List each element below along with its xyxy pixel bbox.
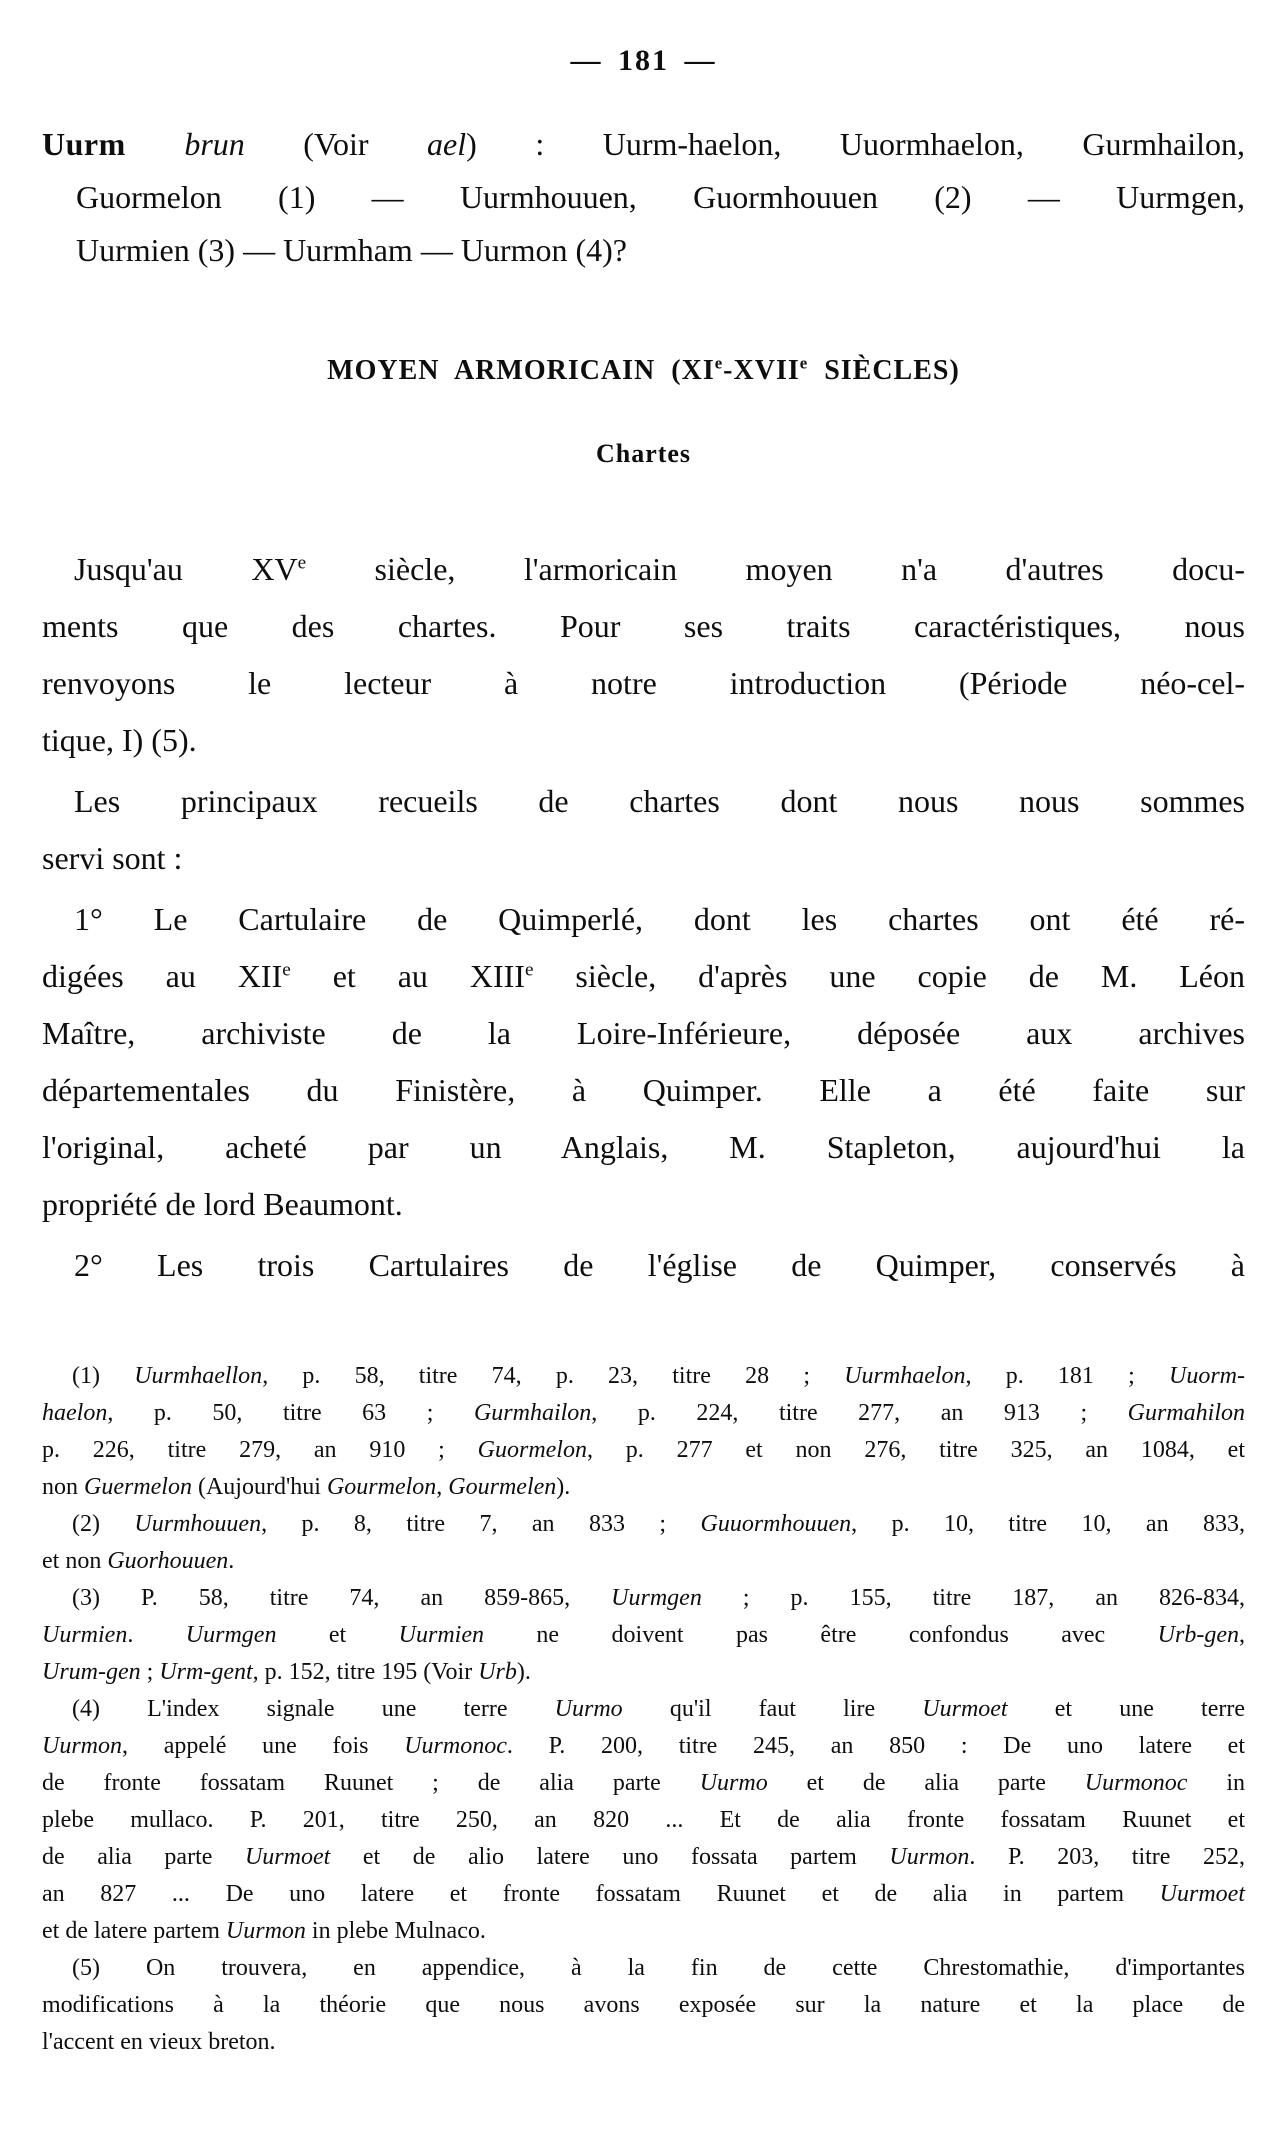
text-segment: Urm-gent — [159, 1659, 253, 1685]
text-segment: , p. 277 et non 276, titre 325, an 1084, et — [586, 1437, 1245, 1463]
paragraph-intro — [42, 541, 1245, 769]
text-segment: Guorhouuen — [107, 1548, 229, 1574]
text-segment: Guormelon — [477, 1437, 587, 1463]
text-segment: -XVII — [723, 355, 800, 386]
text-segment: Guormelon (1) — Uurmhouuen, Guormhouuen (2) — Uurmgen, — [76, 179, 1245, 215]
text-segment: servi sont : — [42, 840, 183, 876]
text-segment: ). — [516, 1659, 531, 1685]
text-segment: (5) On trouvera, en appendice, à la fin de cette Chrestomathie, d'importantes — [72, 1955, 1245, 1981]
text-segment: tique, I) (5). — [42, 722, 197, 758]
text-segment: (1) — [72, 1363, 135, 1389]
text-segment: 1° Le Cartulaire de Quimperlé, dont les chartes ont été ré- — [74, 901, 1245, 937]
text-line — [42, 1617, 1245, 1654]
text-segment: Uurmien — [42, 1622, 128, 1648]
text-segment: , p. 58, titre 74, p. 23, titre 28 ; — [262, 1363, 845, 1389]
text-segment: (Voir — [244, 126, 428, 162]
text-segment: . — [127, 1622, 186, 1648]
text-segment: . — [228, 1548, 235, 1574]
paragraph-recueils — [42, 773, 1245, 887]
text-segment: et — [276, 1622, 399, 1648]
text-line — [42, 1765, 1245, 1802]
text-segment: Uurmonoc — [1084, 1770, 1188, 1796]
text-line — [42, 1543, 1245, 1580]
text-segment: . P. 203, titre 252, — [969, 1844, 1245, 1870]
text-segment: Uurmhaellon — [134, 1363, 263, 1389]
text-line — [42, 712, 1245, 769]
text-line — [42, 1876, 1245, 1913]
text-segment: 2° Les trois Cartulaires de l'église de Quimper, conservés à — [74, 1247, 1245, 1283]
text-segment: siècle, l'armoricain moyen n'a d'autres docu- — [306, 551, 1246, 587]
text-segment: in plebe Mulnaco. — [305, 1918, 486, 1944]
footnote-2 — [42, 1506, 1245, 1580]
text-segment: Uurmoet — [922, 1696, 1008, 1722]
text-segment: ; p. 155, titre 187, an 826-834, — [701, 1585, 1245, 1611]
text-segment: e — [524, 959, 534, 981]
text-segment: , appelé une fois — [122, 1733, 405, 1759]
text-segment: plebe mullaco. P. 201, titre 250, an 820 ... Et de alia fronte fossatam Ruunet et — [42, 1807, 1245, 1833]
text-segment: , p. 152, titre 195 (Voir — [252, 1659, 479, 1685]
text-line — [42, 1469, 1245, 1506]
text-line — [42, 948, 1245, 1005]
text-line — [42, 224, 1245, 277]
text-line — [42, 1358, 1245, 1395]
text-segment: Uurmonoc — [404, 1733, 507, 1759]
text-segment: Uurmhaelon — [844, 1363, 966, 1389]
text-segment: ne doivent pas être confondus avec — [483, 1622, 1158, 1648]
text-segment: Guuormhouuen — [700, 1511, 852, 1537]
text-segment: Uurmoet — [244, 1844, 331, 1870]
body-text — [42, 541, 1245, 1294]
text-segment: Jusqu'au XV — [74, 551, 298, 587]
text-line — [42, 1506, 1245, 1543]
paragraph-cartulaire-quimperle — [42, 891, 1245, 1233]
section-subtitle: Chartes — [595, 439, 692, 468]
text-segment: , p. 10, titre 10, an 833, — [851, 1511, 1246, 1537]
text-segment: an 827 ... De uno latere et fronte fossatam Ruunet et de alia in partem — [42, 1881, 1160, 1907]
text-line — [42, 773, 1245, 830]
text-segment: l'accent en vieux breton. — [42, 2029, 276, 2055]
text-segment: non — [42, 1474, 84, 1500]
text-segment: renvoyons le lecteur à notre introduction (Période néo-cel- — [42, 665, 1245, 701]
text-segment: ments que des chartes. Pour ses traits caractéristiques, nous — [42, 608, 1245, 644]
text-segment: Uurmien — [398, 1622, 484, 1648]
text-segment: Urum-gen — [42, 1659, 141, 1685]
text-line — [42, 655, 1245, 712]
text-segment: et de alia parte — [767, 1770, 1085, 1796]
text-line — [42, 1950, 1245, 1987]
text-segment: Urb — [478, 1659, 517, 1685]
text-line — [42, 1839, 1245, 1876]
text-segment: Maître, archiviste de la Loire-Inférieure, déposée aux archives — [42, 1015, 1245, 1051]
text-segment: digées au XII — [42, 958, 283, 994]
text-segment: Uurmien (3) — Uurmham — Uurmon (4)? — [76, 232, 627, 268]
text-segment: modifications à la théorie que nous avons exposée sur la nature et la place de — [42, 1992, 1245, 2018]
text-line — [42, 1176, 1245, 1233]
text-segment: Gourmelen — [448, 1474, 557, 1500]
text-segment: Uuorm- — [1169, 1363, 1245, 1389]
text-line — [42, 598, 1245, 655]
text-segment: MOYEN ARMORICAIN (XI — [327, 355, 715, 386]
text-segment: ; — [140, 1659, 160, 1685]
text-segment: (2) — [72, 1511, 135, 1537]
text-segment: haelon — [42, 1400, 108, 1426]
text-segment: Uurmo — [554, 1696, 623, 1722]
text-line — [42, 1654, 1245, 1691]
text-segment: Urb-gen — [1157, 1622, 1239, 1648]
text-segment: , — [436, 1474, 449, 1500]
text-segment: Gurmhailon — [473, 1400, 592, 1426]
text-segment: (4) L'index signale une terre — [72, 1696, 555, 1722]
text-segment: Les principaux recueils de chartes dont nous nous sommes — [74, 783, 1245, 819]
text-segment: et une terre — [1007, 1696, 1245, 1722]
page-number: — 181 — — [570, 44, 717, 77]
section-title — [42, 355, 1245, 387]
footnote-4 — [42, 1691, 1245, 1950]
text-line — [42, 1913, 1245, 1950]
footnote-5 — [42, 1950, 1245, 2061]
text-segment: , p. 224, titre 277, an 913 ; — [591, 1400, 1128, 1426]
text-segment: et de latere partem — [42, 1918, 226, 1944]
text-segment: . P. 200, titre 245, an 850 : De uno latere et — [506, 1733, 1246, 1759]
text-segment: et de alio latere uno fossata partem — [330, 1844, 890, 1870]
text-line — [42, 1119, 1245, 1176]
paragraph-cartulaires-quimper — [42, 1237, 1245, 1294]
text-segment: e — [799, 353, 809, 373]
text-segment: (3) P. 58, titre 74, an 859-865, — [72, 1585, 612, 1611]
text-segment: Gourmelon — [326, 1474, 437, 1500]
text-line — [42, 1987, 1245, 2024]
text-line — [42, 118, 1245, 171]
footnote-3 — [42, 1580, 1245, 1691]
text-segment: propriété de lord Beaumont. — [42, 1186, 403, 1222]
text-line — [42, 2024, 1245, 2061]
text-line — [42, 1062, 1245, 1119]
text-line — [42, 891, 1245, 948]
text-segment: ) : Uurm-haelon, Uuormhaelon, Gurmhailon, — [466, 126, 1246, 162]
text-line — [42, 1005, 1245, 1062]
text-segment: (Aujourd'hui — [191, 1474, 327, 1500]
text-line — [42, 171, 1245, 224]
text-segment: ael — [427, 126, 467, 162]
footnote-1 — [42, 1358, 1245, 1506]
text-segment: , p. 8, titre 7, an 833 ; — [261, 1511, 701, 1537]
text-segment: e — [714, 353, 724, 373]
text-line — [42, 830, 1245, 887]
text-segment: Uurmgen — [185, 1622, 277, 1648]
text-segment: Uurmgen — [611, 1585, 702, 1611]
text-line — [42, 1580, 1245, 1617]
text-line — [42, 1802, 1245, 1839]
text-segment: l'original, acheté par un Anglais, M. Stapleton, aujourd'hui la — [42, 1129, 1245, 1165]
footnotes — [42, 1358, 1245, 2061]
text-segment: p. 226, titre 279, an 910 ; — [42, 1437, 478, 1463]
text-segment: Uurmo — [699, 1770, 768, 1796]
text-segment: Uurmon — [889, 1844, 970, 1870]
text-segment: de alia parte — [42, 1844, 245, 1870]
text-segment: , p. 50, titre 63 ; — [107, 1400, 474, 1426]
text-segment: Uurmon — [42, 1733, 123, 1759]
text-segment: Uurmhouuen — [134, 1511, 262, 1537]
text-segment: brun — [184, 126, 245, 162]
text-segment: Uurm — [42, 126, 126, 162]
text-segment: , p. 181 ; — [965, 1363, 1169, 1389]
text-segment: e — [297, 552, 307, 574]
text-segment: Gurmahilon — [1127, 1400, 1246, 1426]
text-segment: in — [1187, 1770, 1246, 1796]
text-segment: et au XIII — [290, 958, 525, 994]
text-segment: ). — [556, 1474, 571, 1500]
text-segment: SIÈCLES) — [808, 355, 960, 386]
text-segment: siècle, d'après une copie de M. Léon — [533, 958, 1246, 994]
text-segment: Guermelon — [84, 1474, 192, 1500]
text-segment: Uurmoet — [1159, 1881, 1245, 1907]
dictionary-entry-uurm — [42, 118, 1245, 277]
text-line — [42, 1432, 1245, 1469]
text-segment: , — [1239, 1622, 1245, 1648]
text-segment: et non — [42, 1548, 108, 1574]
text-segment — [126, 126, 185, 162]
text-line — [42, 1395, 1245, 1432]
text-line — [42, 541, 1245, 598]
text-line — [42, 1691, 1245, 1728]
text-segment: départementales du Finistère, à Quimper. Elle a été faite sur — [42, 1072, 1245, 1108]
text-segment: qu'il faut lire — [622, 1696, 923, 1722]
text-line — [42, 1728, 1245, 1765]
text-segment: de fronte fossatam Ruunet ; de alia parte — [42, 1770, 700, 1796]
text-line — [42, 1237, 1245, 1294]
text-segment: e — [282, 959, 291, 981]
text-segment: Uurmon — [225, 1918, 306, 1944]
